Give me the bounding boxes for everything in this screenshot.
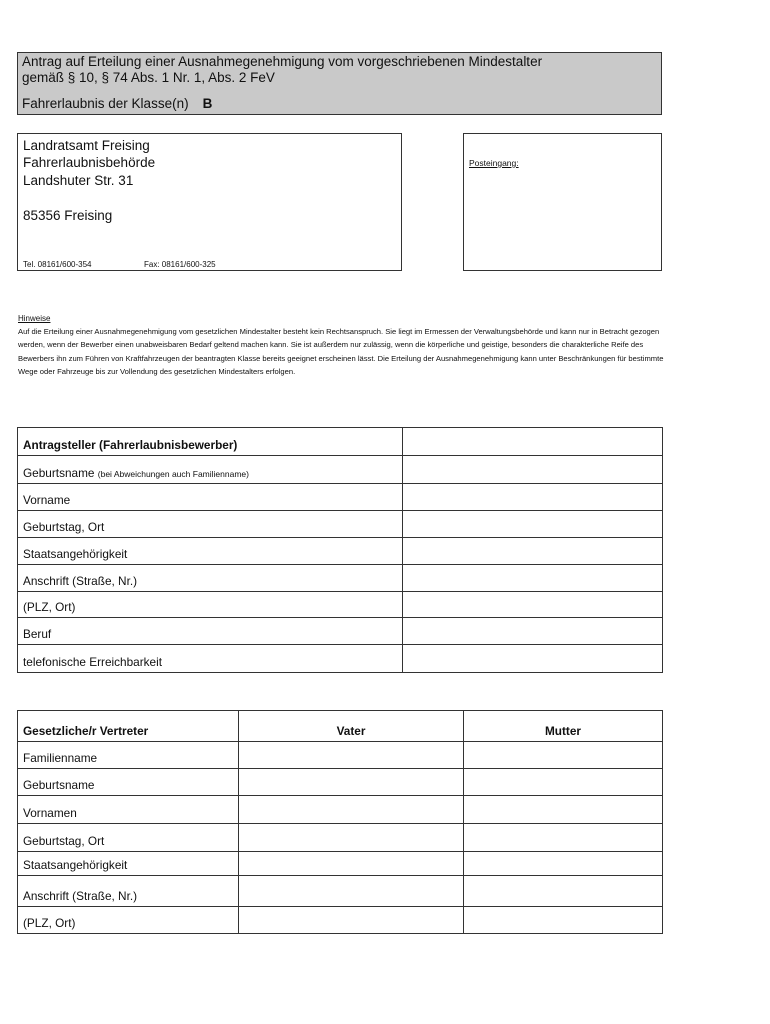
guardian-row-label: Familienname [18,742,239,769]
mother-field[interactable] [464,876,663,907]
applicant-table [17,427,663,673]
form-title-line2: gemäß § 10, § 74 Abs. 1 Nr. 1, Abs. 2 FeV [22,70,275,85]
authority-department: Fahrerlaubnisbehörde [23,155,156,170]
guardian-row-label: Vornamen [18,796,239,824]
mother-field[interactable] [464,824,663,852]
mother-field[interactable] [464,852,663,876]
license-class [22,96,212,112]
applicant-field[interactable] [403,565,663,592]
applicant-row-label: Vorname [18,484,403,511]
father-field[interactable] [239,824,464,852]
form-header [17,52,662,115]
receipt-box [463,133,662,271]
applicant-field[interactable] [403,645,663,673]
form-title-line1: Antrag auf Erteilung einer Ausnahmegenehmigung vom vorgeschriebenen Mindestalter [22,54,543,69]
applicant-field[interactable] [403,511,663,538]
guardian-row-label: Geburtsname [18,769,239,796]
mother-field[interactable] [464,907,663,934]
applicant-heading: Antragsteller (Fahrerlaubnisbewerber) [18,428,403,456]
guardian-table [17,710,663,934]
applicant-row-label: Anschrift (Straße, Nr.) [18,565,403,592]
birthname-text: Geburtsname [23,466,95,480]
guardian-row-label: Geburtstag, Ort [18,824,239,852]
father-field[interactable] [239,907,464,934]
mother-heading: Mutter [464,711,663,742]
birthname-note: (bei Abweichungen auch Familienname) [97,469,249,479]
father-field[interactable] [239,769,464,796]
father-field[interactable] [239,742,464,769]
receipt-label: Posteingang: [469,158,519,168]
applicant-birthname-label [18,456,403,484]
applicant-field[interactable] [403,618,663,645]
mother-field[interactable] [464,742,663,769]
guardian-row-label: Staatsangehörigkeit [18,852,239,876]
authority-name: Landratsamt Freising [23,138,150,153]
father-field[interactable] [239,796,464,824]
authority-tel: Tel. 08161/600-354 [23,260,92,269]
applicant-field[interactable] [403,592,663,618]
hints-title: Hinweise [18,314,51,323]
applicant-birthname-field[interactable] [403,456,663,484]
applicant-field[interactable] [403,484,663,511]
authority-city: 85356 Freising [23,208,113,223]
license-class-value: B [202,96,213,111]
license-class-label: Fahrerlaubnis der Klasse(n) [22,96,189,111]
applicant-row-label: Staatsangehörigkeit [18,538,403,565]
mother-field[interactable] [464,796,663,824]
applicant-row-label: Beruf [18,618,403,645]
authority-street: Landshuter Str. 31 [23,173,134,188]
father-heading: Vater [239,711,464,742]
guardian-row-label: (PLZ, Ort) [18,907,239,934]
father-field[interactable] [239,852,464,876]
guardian-row-label: Anschrift (Straße, Nr.) [18,876,239,907]
mother-field[interactable] [464,769,663,796]
father-field[interactable] [239,876,464,907]
authority-address-box [17,133,402,271]
authority-fax: Fax: 08161/600-325 [144,260,216,269]
applicant-row-label: Geburtstag, Ort [18,511,403,538]
applicant-heading-cell [403,428,663,456]
guardian-heading: Gesetzliche/r Vertreter [18,711,239,742]
applicant-field[interactable] [403,538,663,565]
applicant-row-label: (PLZ, Ort) [18,592,403,618]
hints-text: Auf die Erteilung einer Ausnahmegenehmigung vom gesetzlichen Mindestalter besteht kein Rechtsanspruch. Sie liegt im Ermessen der Verwaltungsbehörde und kann nur in Betracht gezogen werden, wenn der Bewerber einen unabweisbaren Bedarf geltend machen kann. Sie ist außerdem nur zulässig, wenn die körperliche und geistige, besonders die charakterliche Reife des Bewerbers ihn zum Führen von Kraftfahrzeugen der beantragten Klasse bereits geeignet erscheinen lässt. Die Erteilung der Ausnahmegenehmigung kann unter Beschränkungen für bestimmte Wege oder Fahrzeuge bis zur Vollendung des gesetzlichen Mindestalters erfolgen. [18,327,664,376]
applicant-row-label: telefonische Erreichbarkeit [18,645,403,673]
